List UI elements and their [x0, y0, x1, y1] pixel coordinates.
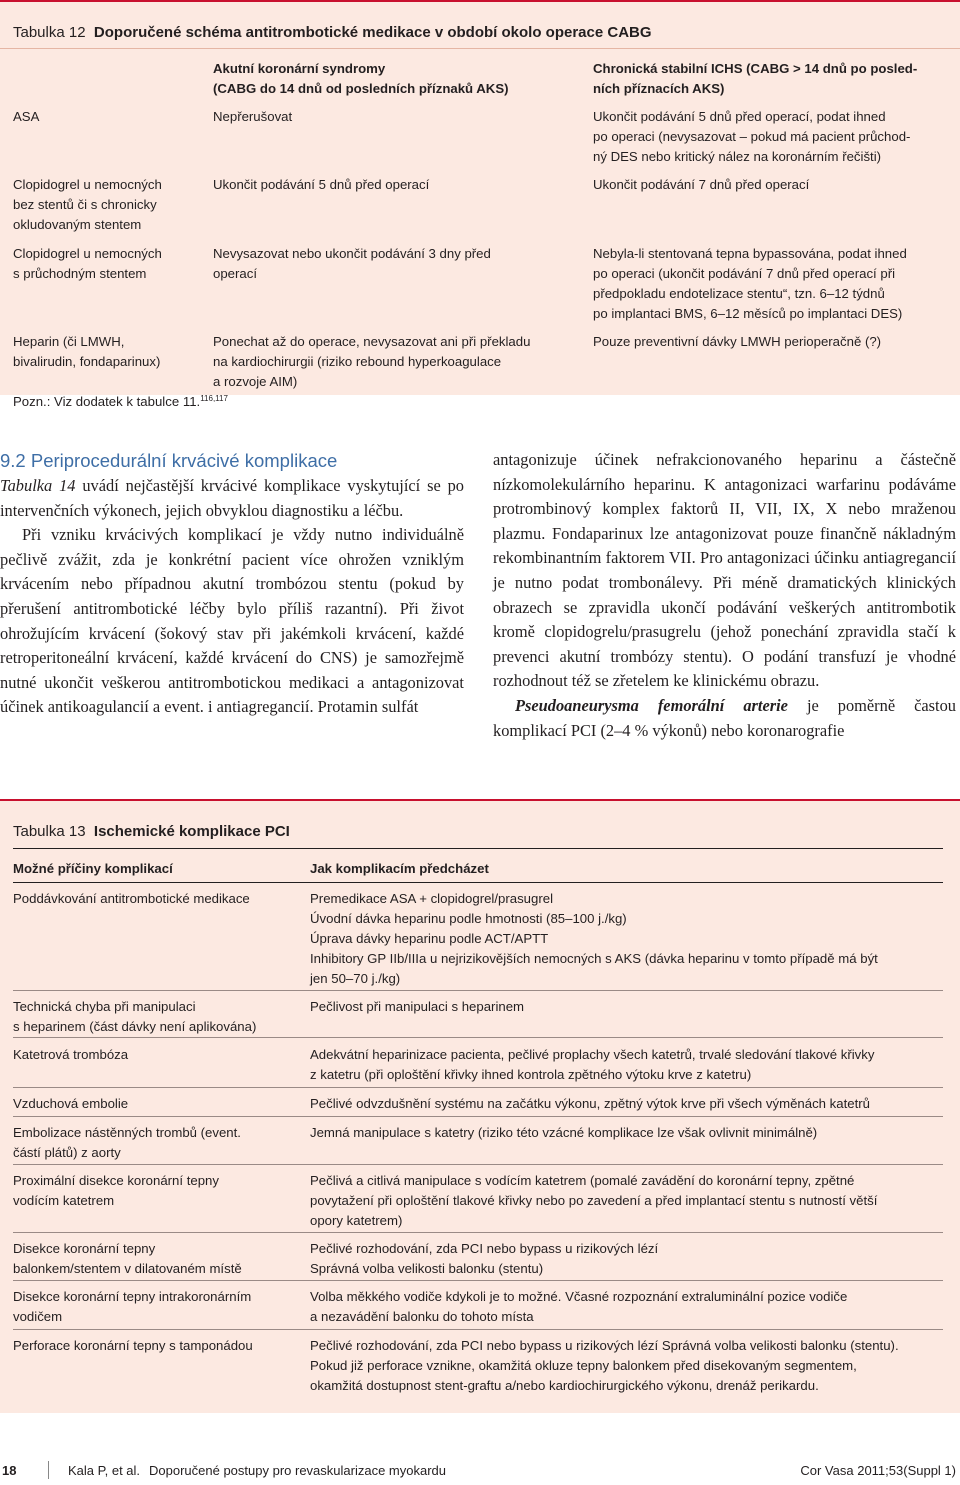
table-13-row-2-prevention: [310, 997, 940, 1017]
cell-line: Volba měkkého vodiče kdykoli je to možné. Včasné rozpoznání extraluminální pozice vodiče: [310, 1289, 848, 1304]
table-reference: Tabulka 14: [0, 476, 76, 495]
cell-line: Pouze preventivní dávky LMWH perioperačně (?): [593, 334, 882, 349]
table-13-row-7-cause: [13, 1239, 283, 1279]
cell-line: Inhibitory GP IIb/IIIa u nejrizikovějších nemocných s AKS (dávka heparinu v tomto případě má být: [310, 951, 878, 966]
cell-line: Úprava dávky heparinu podle ACT/APTT: [310, 931, 549, 946]
table-12-row-asa-chronic: [593, 107, 933, 167]
table-13-row-7-prevention: [310, 1239, 940, 1279]
paragraph-4-lead: Pseudoaneurysma femorální arterie: [515, 695, 788, 715]
table-13-row-5-prevention: [310, 1123, 940, 1143]
section-heading-text: Periprocedurální krvácivé komplikace: [30, 450, 338, 471]
cell-line: Embolizace nástěnných trombů (event.: [13, 1125, 241, 1140]
cell-line: operací: [213, 266, 257, 281]
cell-line: Clopidogrel u nemocných: [13, 246, 162, 261]
cell-line: Nebyla-li stentovaná tepna bypassována, podat ihned: [593, 246, 907, 261]
cell-line: Pečlivost při manipulaci s heparinem: [310, 999, 525, 1014]
divider: [13, 1087, 943, 1088]
table-12-row-clopi2-drug: [13, 244, 203, 284]
cell-line: po operaci (nevysazovat – pokud má pacient průchod-: [593, 129, 911, 144]
divider: [13, 1037, 943, 1038]
cell-line: Perforace koronární tepny s tamponádou: [13, 1338, 253, 1353]
note-text: Pozn.: Viz dodatek k tabulce 11.: [13, 394, 201, 409]
cell-line: ASA: [13, 109, 40, 124]
table-13-row-3-cause: [13, 1045, 283, 1065]
divider: [13, 882, 943, 883]
cell-line: jen 50–70 j./kg): [310, 971, 401, 986]
cell-line: po implantaci BMS, 6–12 měsíců po implantaci DES): [593, 306, 903, 321]
table-13-row-8-prevention: [310, 1287, 940, 1327]
divider: [13, 1329, 943, 1330]
table-12-note: [13, 394, 228, 409]
table-13-col1-header: Možné příčiny komplikací: [13, 861, 173, 876]
divider: [13, 990, 943, 991]
table-12-row-clopi2-chronic: [593, 244, 933, 324]
header-line: Akutní koronární syndromy: [213, 61, 386, 76]
paragraph-2: Při vzniku krvácivých komplikací je vždy nutno individuálně pečlivě zvážit, zda je konkrétní pacient více ohrožen vzniklým krvácením nebo případnou akutní trombózou stentu (pokud by přerušení antitrombotické léčby bylo příliš razantní). Při život ohrožujícím krvácení (šokový stav při jakémkoli krvácení, každé retroperitoneální krvácení, každé krvácení do CNS) je samozřejmě nutné ukončit veškerou antitrombotickou medikaci a antagonizovat účinek antikoagulancií a event. i antiagregancií. Protamin sulfát: [0, 525, 464, 717]
table-13-row-2-cause: [13, 997, 283, 1037]
footer-document-title: Doporučené postupy pro revaskularizace myokardu: [149, 1463, 446, 1478]
header-line: ních příznacích AKS): [593, 81, 725, 96]
table-12-col3-header: [593, 59, 933, 99]
table-13-row-3-prevention: [310, 1045, 940, 1085]
divider: [13, 848, 943, 849]
paragraph-4: [493, 694, 956, 743]
footer-authors: Kala P, et al.: [68, 1463, 141, 1478]
cell-line: Úvodní dávka heparinu podle hmotnosti (85–100 j./kg): [310, 911, 627, 926]
cell-line: Správná volba velikosti balonku (stentu): [310, 1261, 544, 1276]
page-number: 18: [2, 1463, 17, 1478]
cell-line: Nepřerušovat: [213, 109, 293, 124]
table-13-row-4-cause: [13, 1094, 283, 1114]
cell-line: okludovaným stentem: [13, 217, 142, 232]
cell-line: Disekce koronární tepny intrakoronárním: [13, 1289, 252, 1304]
footer-separator: [48, 1461, 49, 1479]
cell-line: Pečlivé rozhodování, zda PCI nebo bypass u rizikových lézí Správná volba velikosti balonku (stentu).: [310, 1338, 899, 1353]
cell-line: po operaci (ukončit podávání 7 dnů před operací při: [593, 266, 896, 281]
cell-line: vodícím katetrem: [13, 1193, 115, 1208]
table-13-row-5-cause: [13, 1123, 283, 1163]
table-12-row-clopi1-drug: [13, 175, 203, 235]
table-12-row-clopi1-acs: [213, 175, 543, 195]
table-12-row-asa-drug: [13, 107, 203, 127]
paragraph-1: [0, 474, 464, 523]
footer-journal: Cor Vasa 2011;53(Suppl 1): [800, 1463, 956, 1478]
table-13: [0, 799, 960, 1413]
table-12-row-asa-acs: [213, 107, 543, 127]
cell-line: Disekce koronární tepny: [13, 1241, 156, 1256]
note-reference: 116,117: [200, 394, 228, 403]
divider: [13, 1164, 943, 1165]
divider: [13, 1280, 943, 1281]
cell-line: vodičem: [13, 1309, 63, 1324]
cell-line: povytažení při oploštění tlakové křivky nebo po zavedení a před implantací stentu s nutností větší: [310, 1193, 878, 1208]
table-13-row-6-prevention: [310, 1171, 940, 1231]
text-column-left: [0, 448, 464, 720]
text-column-right: [493, 448, 956, 743]
table-12-row-clopi2-acs: [213, 244, 543, 284]
cell-line: a rozvoje AIM): [213, 374, 298, 389]
table-13-col2-header: Jak komplikacím předcházet: [310, 861, 489, 876]
section-number: 9.2: [0, 450, 26, 471]
table-13-title: [13, 823, 290, 840]
cell-line: Pečlivé odvzdušnění systému na začátku výkonu, zpětný výtok krve při všech výměnách katetrů: [310, 1096, 870, 1111]
table-12-row-heparin-drug: [13, 332, 203, 372]
cell-line: a nezavádění balonku do tohoto místa: [310, 1309, 534, 1324]
paragraph-4-text: je poměrně častou komplikací PCI (2–4 % výkonů) nebo koronarografie: [493, 695, 956, 740]
cell-line: Pokud již perforace vznikne, okamžitá okluze tepny balonkem před disekovaným segmentem,: [310, 1358, 857, 1373]
header-line: Chronická stabilní ICHS (CABG > 14 dnů po posled-: [593, 61, 918, 76]
cell-line: opory katetrem): [310, 1213, 403, 1228]
cell-line: ný DES nebo kritický nález na koronárním řečišti): [593, 149, 882, 164]
cell-line: z katetru (při oploštění křivky ihned kontrola zpětného výtoku krve z katetru): [310, 1067, 752, 1082]
cell-line: s průchodným stentem: [13, 266, 147, 281]
table-12-row-clopi1-chronic: [593, 175, 933, 195]
cell-line: Premedikace ASA + clopidogrel/prasugrel: [310, 891, 554, 906]
cell-line: Nevysazovat nebo ukončit podávání 3 dny před: [213, 246, 491, 261]
divider: [13, 1116, 943, 1117]
cell-line: Pečlivá a citlivá manipulace s vodícím katetrem (pomalé zavádění do koronární tepny, zpětné: [310, 1173, 855, 1188]
cell-line: částí plátů) z aorty: [13, 1145, 121, 1160]
cell-line: bez stentů či s chronicky: [13, 197, 157, 212]
cell-line: na kardiochirurgii (riziko rebound hyperkoagulace: [213, 354, 502, 369]
table-12-row-heparin-chronic: [593, 332, 933, 352]
table-12-titlebar: [0, 12, 960, 49]
cell-line: Ukončit podávání 7 dnů před operací: [593, 177, 810, 192]
cell-line: Poddávkování antitrombotické medikace: [13, 891, 250, 906]
cell-line: Proximální disekce koronární tepny: [13, 1173, 219, 1188]
cell-line: Technická chyba při manipulaci: [13, 999, 196, 1014]
cell-line: s heparinem (část dávky není aplikována): [13, 1019, 257, 1034]
paragraph-1-text: uvádí nejčastější krvácivé komplikace vyskytující se po intervenčních výkonech, jejich obvyklou diagnostiku a léčbu.: [0, 476, 464, 520]
cell-line: okamžitá dostupnost stent-graftu a/nebo kardiochirurgického výkonu, drenáž perikardu.: [310, 1378, 819, 1393]
table-13-row-8-cause: [13, 1287, 283, 1327]
cell-line: Vzduchová embolie: [13, 1096, 129, 1111]
page-footer: [0, 1455, 960, 1485]
table-13-row-4-prevention: [310, 1094, 940, 1114]
cell-line: Pečlivé rozhodování, zda PCI nebo bypass u rizikových lézí: [310, 1241, 659, 1256]
table-12-title: [13, 24, 652, 41]
table-13-row-6-cause: [13, 1171, 283, 1211]
table-13-row-1-cause: [13, 889, 283, 909]
cell-line: Katetrová trombóza: [13, 1047, 129, 1062]
table-13-row-9-cause: [13, 1336, 283, 1356]
table-12-label: Tabulka 12: [13, 24, 86, 41]
cell-line: bivalirudin, fondaparinux): [13, 354, 161, 369]
cell-line: Heparin (či LMWH,: [13, 334, 125, 349]
table-13-row-1-prevention: [310, 889, 940, 989]
table-13-title-text: Ischemické komplikace PCI: [93, 823, 290, 840]
divider: [13, 1232, 943, 1233]
header-line: (CABG do 14 dnů od posledních příznaků AKS): [213, 81, 509, 96]
cell-line: Adekvátní heparinizace pacienta, pečlivé proplachy všech katetrů, trvalé sledování tlakové křivky: [310, 1047, 875, 1062]
table-12: [0, 0, 960, 395]
cell-line: Jemná manipulace s katetry (riziko této vzácné komplikace lze však ovlivnit minimálně): [310, 1125, 818, 1140]
section-heading: [0, 448, 464, 474]
cell-line: Ukončit podávání 5 dnů před operací: [213, 177, 430, 192]
table-13-row-9-prevention: [310, 1336, 940, 1396]
cell-line: Ukončit podávání 5 dnů před operací, podat ihned: [593, 109, 886, 124]
table-12-col2-header: [213, 59, 543, 99]
table-12-row-heparin-acs: [213, 332, 543, 392]
table-12-title-text: Doporučené schéma antitrombotické medikace v období okolo operace CABG: [93, 24, 652, 41]
cell-line: Ponechat až do operace, nevysazovat ani při překladu: [213, 334, 531, 349]
cell-line: Clopidogrel u nemocných: [13, 177, 162, 192]
paragraph-3: antagonizuje účinek nefrakcionovaného heparinu a částečně nízkomolekulárního heparinu. K antagonizaci warfarinu podáváme protrombinový komplex faktorů II, VII, IX, X nebo mraženou plazmu. Fondaparinux lze antagonizovat pouze finančně nákladným rekombinantním faktorem VII. Pro antagonizaci účinku antiagregancií je nutno podat trombonálevy. Při méně dramatických klinických obrazech se zpravidla ukončí podávání veškerých antitrombotik kromě clopidogrelu/prasugrelu (jehož ponechání zpravidla stačí k prevenci akutní trombózy stentu). O podání transfuzí je vhodné rozhodnout též se zřetelem ke klinickému obrazu.: [493, 450, 956, 691]
table-13-label: Tabulka 13: [13, 823, 86, 840]
cell-line: balonkem/stentem v dilatovaném místě: [13, 1261, 242, 1276]
cell-line: předpokladu endotelizace stentu“, tzn. 6–12 týdnů: [593, 286, 885, 301]
